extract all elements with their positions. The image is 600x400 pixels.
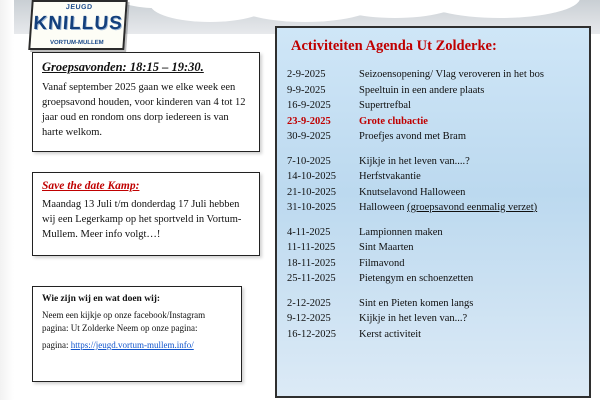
logo-sub-text: VORTUM-MULLEM [49, 40, 104, 46]
agenda-row-description: Kijkje in het leven van...? [359, 313, 468, 324]
info-box-wie-zijn-wij [32, 286, 242, 382]
agenda-row-description: Kerst activiteit [359, 328, 422, 340]
agenda-row [287, 98, 579, 114]
info-box-kamp [32, 172, 260, 256]
logo-main-text: KNILLUS [32, 13, 124, 34]
wie-prefix: pagina: [42, 340, 71, 350]
agenda-row-description: Herfstvakantie [359, 171, 421, 182]
kamp-body: Maandag 13 Juli t/m donderdag 17 Juli hebben wij een Legerkamp op het sportveld in Vortum-Mullem. Meer info volgt…! [42, 199, 242, 240]
agenda-group [287, 154, 579, 216]
agenda-row [287, 169, 579, 185]
agenda-group [287, 67, 579, 145]
groepsavonden-heading: Groepsavonden: 18:15 – 19:30. [42, 60, 204, 74]
agenda-row-description: Filmavond [359, 257, 405, 269]
agenda-title: Activiteiten Agenda Ut Zolderke: [291, 38, 497, 54]
agenda-row-date: 16-12-2025 [287, 328, 336, 340]
groepsavonden-body: Vanaf september 2025 gaan we elke week een groepsavond houden, voor kinderen van 4 tot 12 jaar oud en rondom ons dorp iedereen is van harte welkom. [42, 82, 246, 138]
agenda-row-description: Kijkje in het leven van....? [359, 155, 470, 167]
agenda-row-date: 2-9-2025 [287, 69, 326, 80]
agenda-row [287, 154, 579, 170]
agenda-row-date: 30-9-2025 [287, 131, 331, 142]
agenda-row-date: 25-11-2025 [287, 273, 336, 284]
kamp-heading: Save the date Kamp: [42, 180, 140, 192]
agenda-row [287, 271, 579, 287]
agenda-row [287, 83, 579, 99]
logo-top-text: JEUGD [65, 4, 93, 11]
page-edge [0, 0, 14, 400]
agenda-group [287, 225, 579, 287]
agenda-row-date: 4-11-2025 [287, 226, 331, 238]
agenda-row-description: Speeltuin in een andere plaats [359, 84, 485, 96]
agenda-row-description: Sint Maarten [359, 242, 414, 253]
agenda-row [287, 200, 579, 216]
agenda-row-date: 7-10-2025 [287, 155, 331, 167]
agenda-row-date: 9-12-2025 [287, 313, 331, 324]
agenda-row-date: 31-10-2025 [287, 202, 336, 213]
agenda-row-description: Pietengym en schoenzetten [359, 273, 474, 284]
agenda-row [287, 129, 579, 145]
agenda-panel [275, 26, 591, 398]
agenda-row [287, 67, 579, 83]
agenda-row [287, 114, 579, 130]
wie-body-line: Neem een kijkje op onze facebook/Instagram pagina: Ut Zolderke Neem op onze pagina: [42, 310, 206, 333]
agenda-row [287, 296, 579, 312]
agenda-row-date: 23-9-2025 [287, 115, 331, 127]
agenda-row-description: Seizoensopening/ Vlag veroveren in het bos [359, 69, 544, 80]
agenda-row [287, 225, 579, 241]
agenda-row-date: 14-10-2025 [287, 171, 336, 182]
agenda-row-description: Lampionnen maken [359, 226, 443, 238]
agenda-group [287, 296, 579, 343]
agenda-row [287, 311, 579, 327]
agenda-row-date: 21-10-2025 [287, 186, 336, 198]
agenda-row-date: 11-11-2025 [287, 242, 336, 253]
logo [28, 0, 127, 50]
agenda-row [287, 185, 579, 201]
agenda-groups [287, 67, 579, 342]
agenda-row-description: Proefjes avond met Bram [359, 131, 467, 142]
agenda-row-description: Grote clubactie [359, 115, 428, 127]
agenda-row-description: Halloween (groepsavond eenmalig verzet) [359, 202, 538, 213]
cloud-shape [420, 0, 580, 18]
info-box-groepsavonden [32, 52, 260, 152]
agenda-row-date: 16-9-2025 [287, 100, 331, 111]
agenda-row [287, 327, 579, 343]
agenda-row [287, 256, 579, 272]
agenda-row-description: Sint en Pieten komen langs [359, 297, 474, 309]
agenda-row-date: 9-9-2025 [287, 84, 326, 96]
agenda-row-description: Supertrefbal [359, 100, 411, 111]
agenda-row-date: 18-11-2025 [287, 257, 336, 269]
website-link[interactable]: https://jeugd.vortum-mullem.info/ [70, 340, 194, 350]
agenda-row [287, 240, 579, 256]
agenda-row-description: Knutselavond Halloween [359, 186, 466, 198]
wie-heading: Wie zijn wij en wat doen wij: [42, 294, 161, 304]
agenda-row-date: 2-12-2025 [287, 297, 331, 309]
